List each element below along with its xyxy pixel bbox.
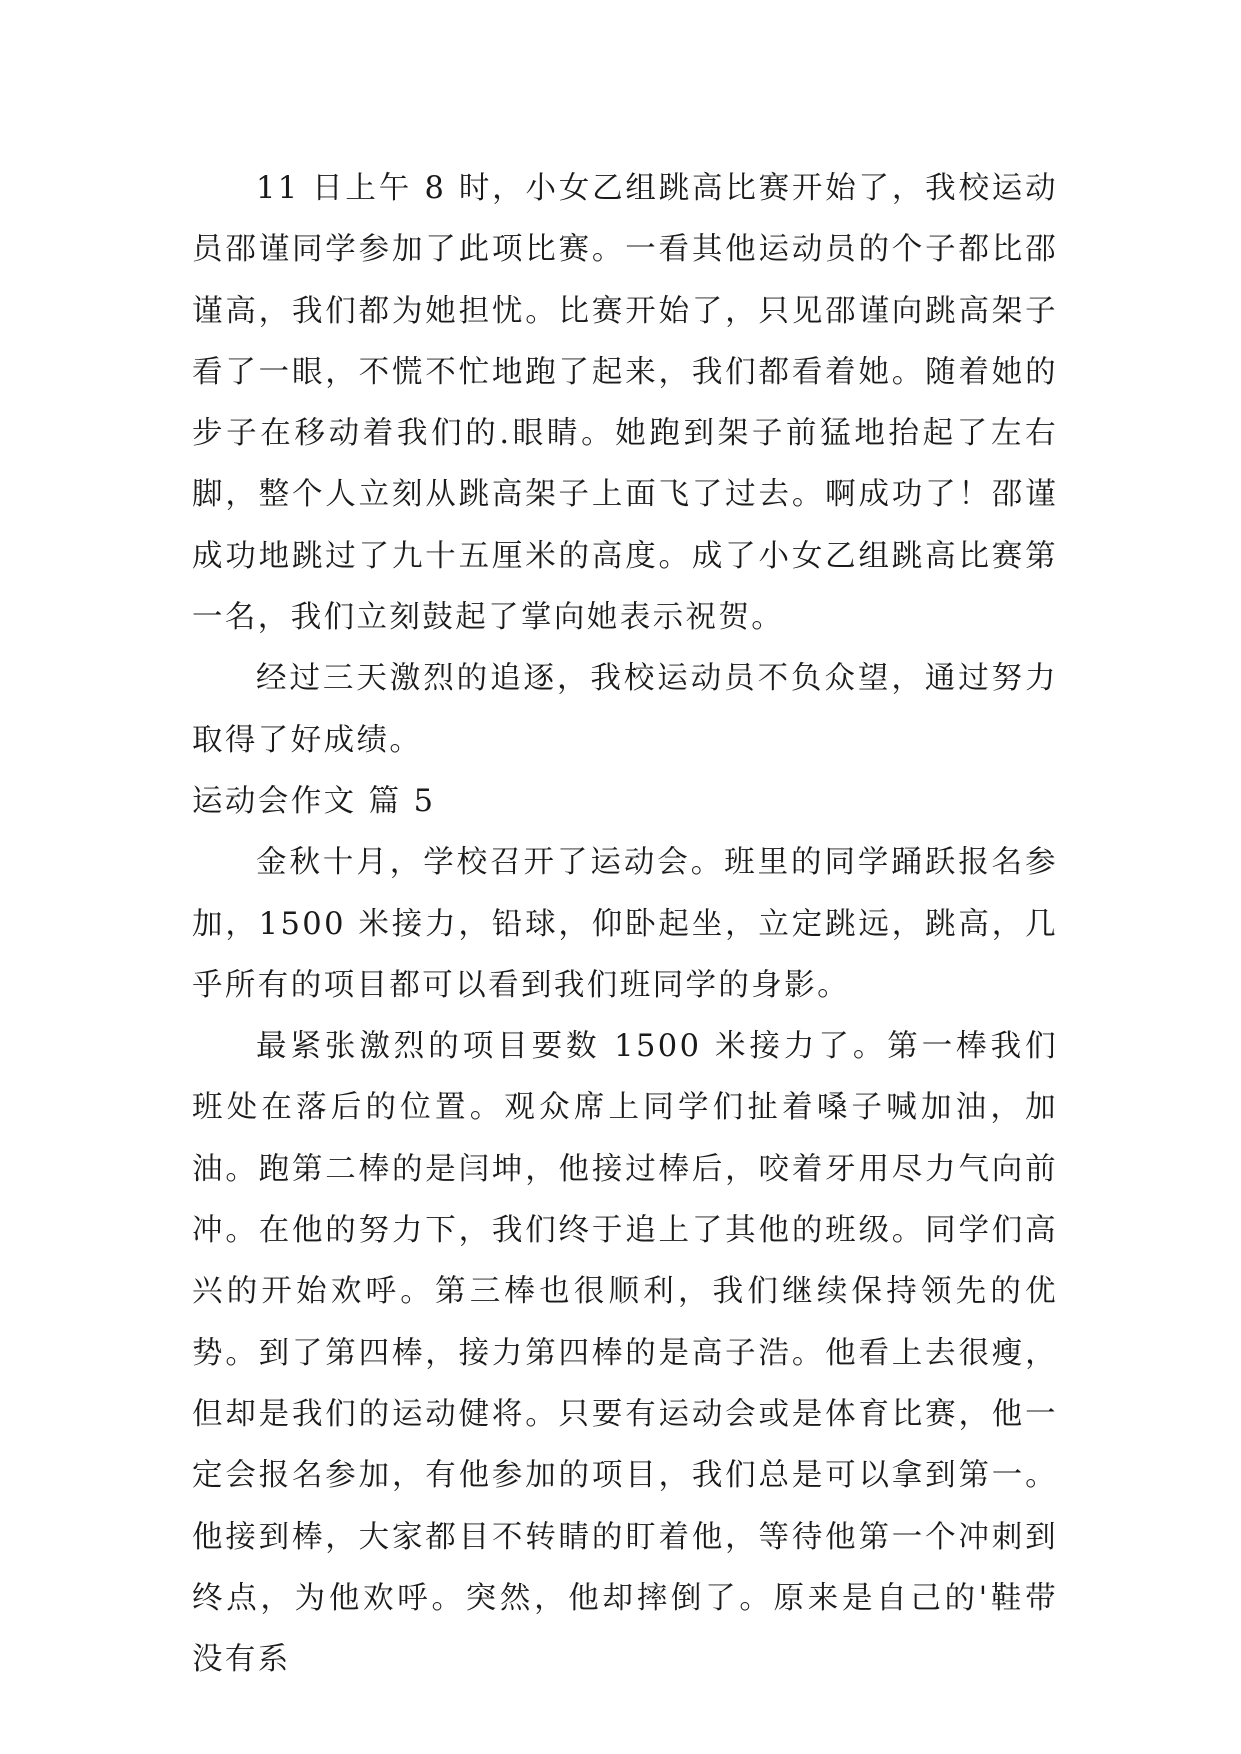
section-heading: 运动会作文 篇 5 — [192, 783, 436, 819]
paragraph-high-jump: 11 日上午 8 时，小女乙组跳高比赛开始了，我校运动员邵谨同学参加了此项比赛。一看其他运动员的个子都比邵谨高，我们都为她担忧。比赛开始了，只见邵谨向跳高架子看了一眼，不慌不忙地跑了起来，我们都看着她。随着她的步子在移动着我们的.眼睛。她跑到架子前猛地抬起了左右脚，整个人立刻从跳高架子上面飞了过去。啊成功了！邵谨成功地跳过了九十五厘米的高度。成了小女乙组跳高比赛第一名，我们立刻鼓起了掌向她表示祝贺。 — [192, 171, 1058, 636]
paragraph-relay: 最紧张激烈的项目要数 1500 米接力了。第一棒我们班处在落后的位置。观众席上同学们扯着嗓子喊加油，加油。跑第二棒的是闫坤，他接过棒后，咬着牙用尽力气向前冲。在他的努力下，我们终于追上了其他的班级。同学们高兴的开始欢呼。第三棒也很顺利，我们继续保持领先的优势。到了第四棒，接力第四棒的是高子浩。他看上去很瘦，但却是我们的运动健将。只要有运动会或是体育比赛，他一定会报名参加，有他参加的项目，我们总是可以拿到第一。他接到棒，大家都目不转睛的盯着他，等待他第一个冲刺到终点，为他欢呼。突然，他却摔倒了。原来是自己的'鞋带没有系 — [192, 1029, 1058, 1678]
document-body — [192, 158, 1058, 1690]
paragraph-intro: 金秋十月，学校召开了运动会。班里的同学踊跃报名参加，1500 米接力，铅球，仰卧起坐，立定跳远，跳高，几乎所有的项目都可以看到我们班同学的身影。 — [192, 845, 1058, 1003]
paragraph-results: 经过三天激烈的追逐，我校运动员不负众望，通过努力取得了好成绩。 — [192, 661, 1058, 758]
